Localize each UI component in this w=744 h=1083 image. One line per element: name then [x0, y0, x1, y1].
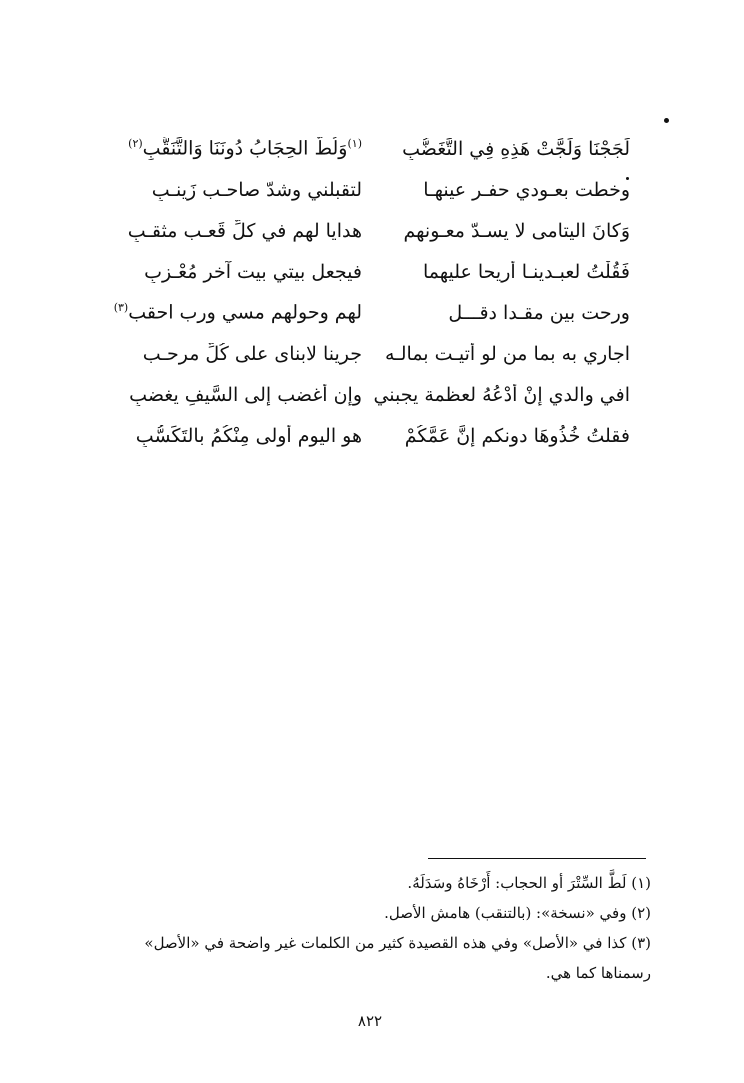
footnote-separator — [428, 858, 646, 859]
poem-verse — [110, 128, 630, 169]
verse-first-hemistich — [366, 220, 630, 242]
hemistich-text: فَقُلْتُ لعبـدينـا أريحا عليهما — [422, 260, 630, 283]
footnote-number: (١) — [631, 874, 651, 892]
footnote — [95, 868, 651, 898]
footnote — [95, 928, 651, 988]
hemistich-text: اجاري به بما من لو أتيـت بمالـه — [384, 342, 630, 365]
footnote-marker: (٢) — [128, 137, 143, 151]
verse-first-hemistich — [366, 302, 630, 324]
hemistich-text: لتقبلني وشدّ صاحـب زَينـبِ — [151, 178, 362, 201]
hemistich-text: افي والدي إنْ أَدْعُهُ لعظمة يجبني — [373, 383, 630, 406]
verse-first-hemistich — [366, 138, 630, 160]
poem-verse — [110, 292, 630, 333]
verse-second-hemistich — [110, 343, 366, 365]
verse-second-hemistich — [110, 425, 366, 447]
poem-verse — [110, 169, 630, 210]
footnote-text: كذا في «الأصل» وفي هذه القصيدة كثير من الكلمات غير واضحة في «الأصل» رسمناها كما هي. — [144, 934, 651, 982]
poem-verse — [110, 415, 630, 456]
verse-second-hemistich — [110, 261, 366, 283]
poem — [110, 128, 630, 456]
verse-second-hemistich — [110, 220, 366, 242]
footnote-marker: (١) — [347, 137, 362, 151]
hemistich-text: فيجعل بيتي بيت آخر مُعْـزِبِ — [144, 260, 362, 283]
footnote — [95, 898, 651, 928]
verse-first-hemistich — [366, 179, 630, 201]
hemistich-text: لهم وحولهم مسي ورب احقب — [128, 301, 362, 324]
footnote-marker: (٣) — [113, 301, 129, 315]
verse-second-hemistich — [110, 179, 366, 201]
footnote-number: (٣) — [631, 934, 651, 952]
poem-verse — [110, 251, 630, 292]
hemistich-text: وَكانَ اليتامى لا يسـدّ معـونهم — [403, 219, 630, 242]
poem-verse — [110, 374, 630, 415]
footnote-text: وفي «نسخة»: (بالتنقب) هامش الأصل. — [384, 904, 627, 922]
verse-second-hemistich — [110, 384, 366, 406]
poem-verse — [110, 210, 630, 251]
hemistich-text: لَجَجْنَا وَلَجَّتْ هَذِهِ فِي التَّغَضُّبِ — [402, 137, 630, 160]
footnotes — [95, 868, 651, 988]
hemistich-text: ورحت بين مقـدا دقـــل — [448, 301, 630, 324]
verse-second-hemistich — [110, 137, 366, 159]
ink-speck — [664, 118, 669, 123]
hemistich-text: هدايا لهم في كلِّ قَعـب مثقـبِ — [127, 219, 362, 242]
hemistich-text: فقلتُ خُذُوهَا دونكم إنَّ عَمَّكُمْ — [404, 424, 630, 447]
hemistich-text: وإن أغضب إلى السَّيفِ يغضبِ — [129, 383, 362, 406]
footnote-text: لَطَّ السِّتْرَ أو الحجاب: أَرْخَاهُ وسَدَلَهُ. — [407, 874, 627, 892]
verse-first-hemistich — [366, 384, 630, 406]
footnote-number: (٢) — [631, 904, 651, 922]
hemistich-text: هو اليوم أولى مِنْكُمُ بالتَكَسُّبِ — [135, 424, 362, 447]
verse-first-hemistich — [366, 343, 630, 365]
hemistich-text: جرينا لابناى على كُلِّ مرحـب — [142, 342, 362, 365]
hemistich-text: وخطت بعـودي حفـر عينهـا — [423, 178, 630, 201]
verse-second-hemistich — [110, 301, 366, 323]
hemistich-text: وَلُطَّ الحِجَابُ دُونَنَا وَالتَّنَقُّبِ — [142, 137, 348, 160]
verse-first-hemistich — [366, 425, 630, 447]
verse-first-hemistich — [366, 261, 630, 283]
page-number: ٨٢٢ — [357, 1012, 383, 1030]
poem-verse — [110, 333, 630, 374]
